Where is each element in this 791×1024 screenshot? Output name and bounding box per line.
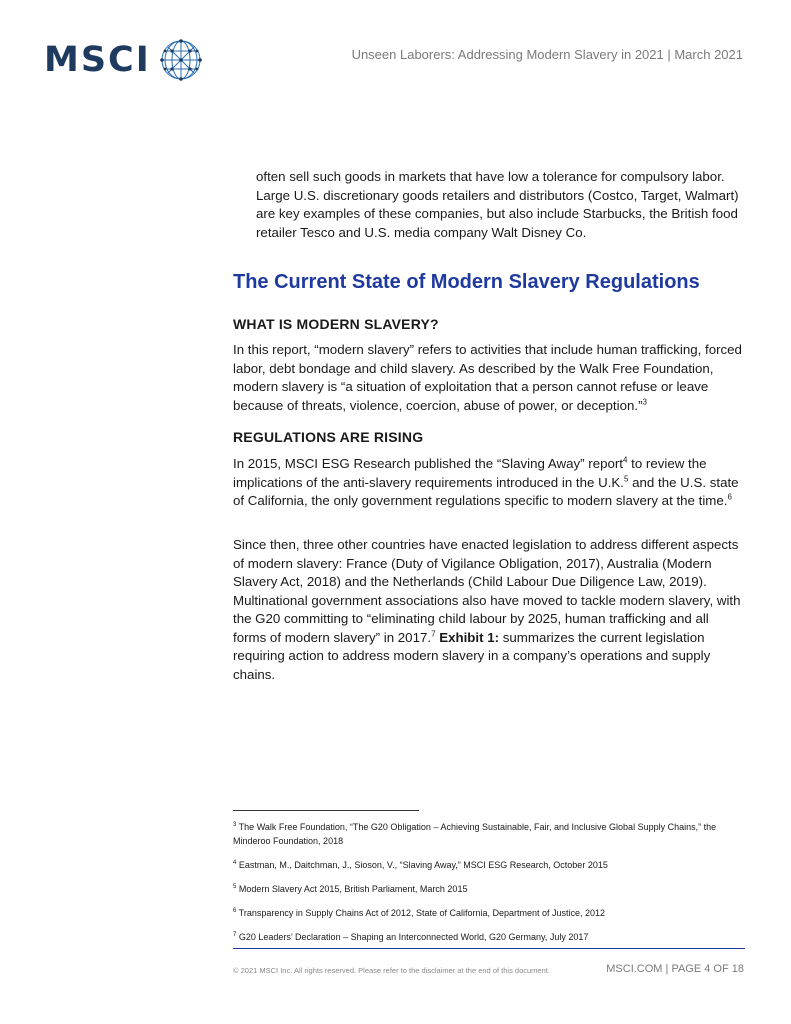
intro-paragraph: often sell such goods in markets that have low a tolerance for compulsory labor. Large U.S. discretionary goods retailers and distributors (Costco, Target, Walmart) are key examples of these companies, but also include Starbucks, the British food retailer Tesco and U.S. media company Walt Disney Co. xyxy=(256,169,739,240)
footnote-text: G20 Leaders’ Declaration – Shaping an Interconnected World, G20 Germany, July 2017 xyxy=(236,932,589,942)
text-span: Since then, three other countries have enacted legislation to address different aspects of modern slavery: France (Duty of Vigilance Obligation, 2017), Australia (Modern Slavery Act, 2018) and the Netherlands (Child Labour Due Diligence Law, 2019). Multinational government associations also have moved to tackle modern slavery, with the G20 committing to “eliminating child labour by 2025, human trafficking and all forms of modern slavery” in 2017. xyxy=(233,537,741,645)
definition-paragraph xyxy=(233,341,745,415)
footnote-ref: 5 xyxy=(623,474,629,484)
footnote-text: Modern Slavery Act 2015, British Parliament, March 2015 xyxy=(236,884,468,894)
subheading-regulations-rising: REGULATIONS ARE RISING xyxy=(233,429,424,445)
footnote-number: 5 xyxy=(233,884,237,890)
footnote-4 xyxy=(233,856,745,872)
header-title: Unseen Laborers: Addressing Modern Slavery in 2021 | March 2021 xyxy=(351,47,743,62)
footnote-7 xyxy=(233,928,745,944)
footnote-ref: 3 xyxy=(642,397,647,407)
footer-page-number: MSCI.COM | PAGE 4 OF 18 xyxy=(606,963,744,975)
footnote-ref: 4 xyxy=(623,455,628,465)
text-span: summarizes the current legislation requiring action to address modern slavery in a company’s operations and supply chains. xyxy=(233,629,711,682)
footnote-5 xyxy=(233,880,745,896)
logo-wordmark: MSCI xyxy=(44,39,151,80)
footnotes xyxy=(233,818,745,952)
regulations-paragraph-1 xyxy=(233,455,745,511)
footnote-text: Eastman, M., Daitchman, J., Sioson, V., “Slaving Away,” MSCI ESG Research, October 2015 xyxy=(236,860,608,870)
text-span: In 2015, MSCI ESG Research published the “Slaving Away” report xyxy=(233,456,623,471)
msci-logo xyxy=(44,38,203,82)
footnote-number: 6 xyxy=(233,908,237,914)
globe-icon xyxy=(159,38,203,82)
footer-copyright: © 2021 MSCI Inc. All rights reserved. Please refer to the disclaimer at the end of this document. xyxy=(233,966,550,975)
footnote-text: Transparency in Supply Chains Act of 2012, State of California, Department of Justice, 2012 xyxy=(236,908,606,918)
exhibit-link[interactable]: Exhibit 1: xyxy=(435,629,500,645)
footer-divider xyxy=(233,948,745,949)
section-heading: The Current State of Modern Slavery Regulations xyxy=(233,271,700,293)
footnote-number: 3 xyxy=(233,822,237,828)
text-span: and the U.S. state of California, the only government regulations specific to modern slavery at the time. xyxy=(233,474,739,508)
footnote-6 xyxy=(233,904,745,920)
footnote-divider xyxy=(233,810,419,811)
footnote-number: 7 xyxy=(233,932,237,938)
footnote-3 xyxy=(233,818,745,848)
footnote-number: 4 xyxy=(233,860,237,866)
regulations-paragraph-2 xyxy=(233,536,745,684)
subheading-what-is-modern-slavery: WHAT IS MODERN SLAVERY? xyxy=(233,316,439,332)
footnote-text: The Walk Free Foundation, “The G20 Obligation – Achieving Sustainable, Fair, and Inclusive Global Supply Chains,” the Minderoo Foundation, 2018 xyxy=(233,822,717,846)
footnote-ref: 7 xyxy=(431,629,436,639)
footnote-ref: 6 xyxy=(727,492,732,502)
definition-text: In this report, “modern slavery” refers to activities that include human trafficking, forced labor, debt bondage and child slavery. As described by the Walk Free Foundation, modern slavery is “a situation of exploitation that a person cannot refuse or leave because of threats, violence, coercion, abuse of power, or deception.” xyxy=(233,342,742,413)
text-span: to review the implications of the anti-slavery requirements introduced in the U.K. xyxy=(233,456,707,490)
